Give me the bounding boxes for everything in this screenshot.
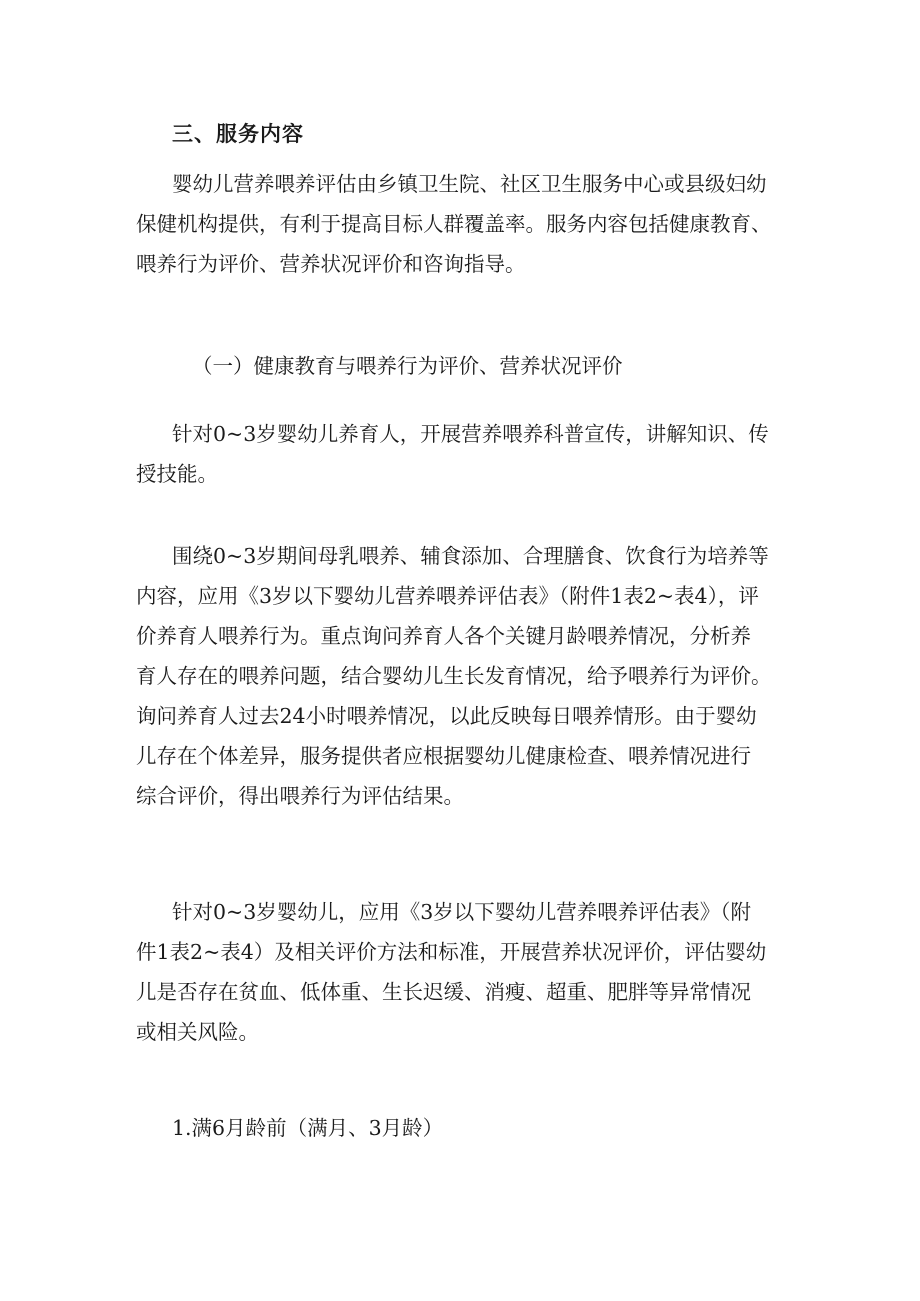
text-line: 综合评价，得出喂养行为评估结果。 [136, 784, 464, 808]
text-line: 价养育人喂养行为。重点询问养育人各个关键月龄喂养情况，分析养 [136, 624, 751, 648]
paragraph-education [136, 414, 792, 494]
paragraph-feeding-evaluation [136, 536, 792, 816]
subsection-heading: （一）健康教育与喂养行为评价、营养状况评价 [192, 354, 623, 378]
text-line: 儿存在个体差异，服务提供者应根据婴幼儿健康检查、喂养情况进行 [136, 744, 751, 768]
text-line: 或相关风险。 [136, 1020, 259, 1044]
text-line: 保健机构提供，有利于提高目标人群覆盖率。服务内容包括健康教育、 [136, 212, 772, 236]
text-line: 件1表2~表4）及相关评价方法和标准，开展营养状况评价，评估婴幼 [136, 940, 767, 964]
text-line: 针对0~3岁婴幼儿养育人，开展营养喂养科普宣传，讲解知识、传 [172, 422, 769, 446]
text-line: 婴幼儿营养喂养评估由乡镇卫生院、社区卫生服务中心或县级妇幼 [172, 172, 767, 196]
text-line: 内容，应用《3岁以下婴幼儿营养喂养评估表》（附件1表2~表4），评 [136, 584, 759, 608]
text-line: 喂养行为评价、营养状况评价和咨询指导。 [136, 252, 526, 276]
intro-paragraph [136, 164, 792, 284]
text-line: 儿是否存在贫血、低体重、生长迟缓、消瘦、超重、肥胖等异常情况 [136, 980, 751, 1004]
text-line: 授技能。 [136, 462, 218, 486]
list-item-heading: 1.满6月龄前（满月、3月龄） [172, 1116, 444, 1140]
text-line: 询问养育人过去24小时喂养情况，以此反映每日喂养情形。由于婴幼 [136, 704, 757, 728]
text-line: 围绕0~3岁期间母乳喂养、辅食添加、合理膳食、饮食行为培养等 [172, 544, 769, 568]
section-heading: 三、服务内容 [172, 122, 304, 146]
paragraph-nutrition-evaluation [136, 892, 792, 1052]
text-line: 育人存在的喂养问题，结合婴幼儿生长发育情况，给予喂养行为评价。 [136, 664, 772, 688]
text-line: 针对0~3岁婴幼儿，应用《3岁以下婴幼儿营养喂养评估表》（附 [172, 900, 752, 924]
